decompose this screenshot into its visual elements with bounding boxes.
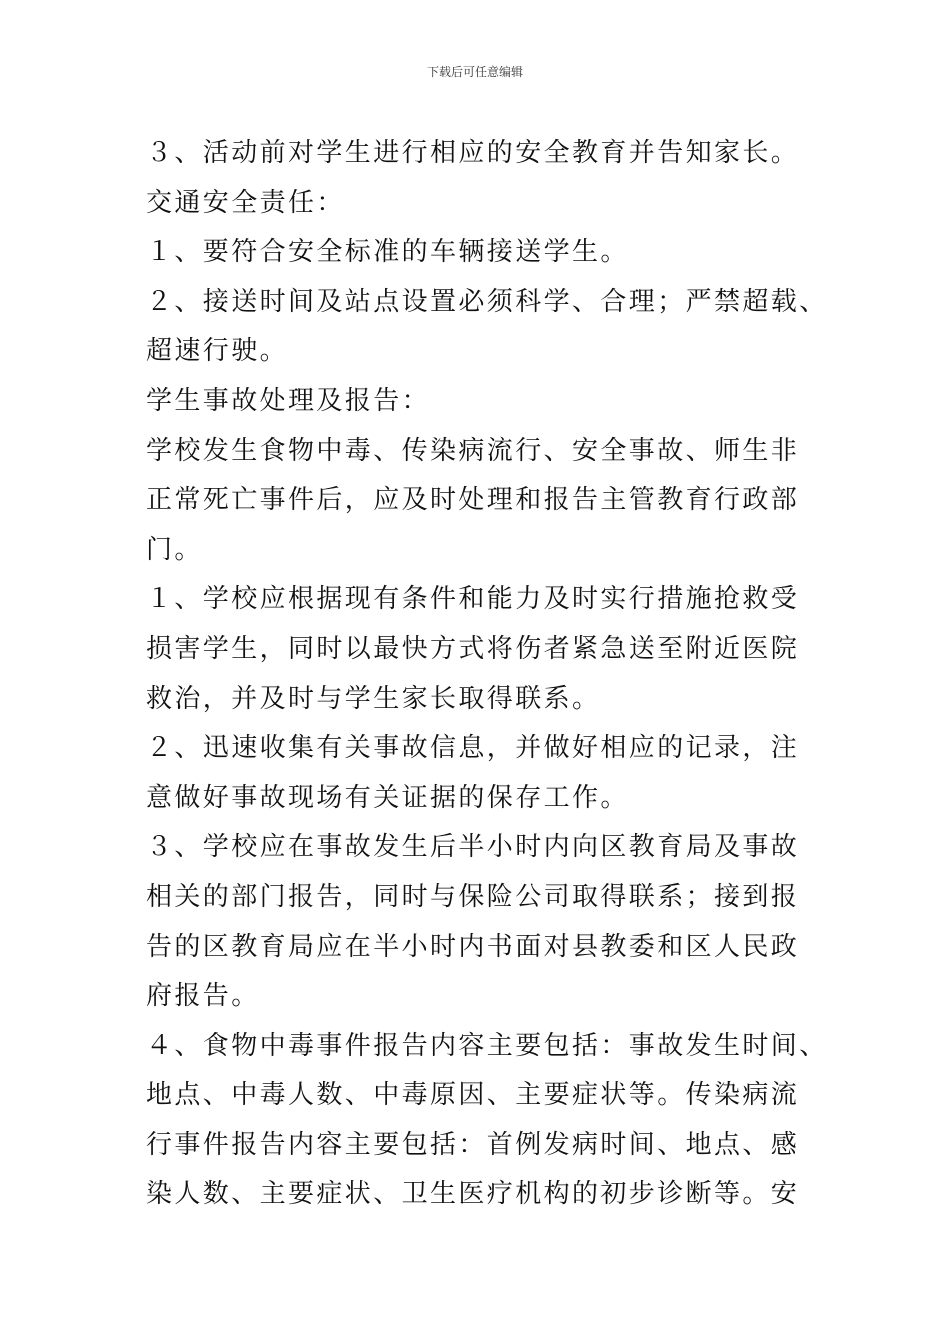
text-line: 意做好事故现场有关证据的保存工作。 (146, 782, 629, 813)
text-line: ４、食物中毒事件报告内容主要包括：事故发生时间、 (146, 1030, 828, 1061)
text-line: ３、活动前对学生进行相应的安全教育并告知家长。 (146, 138, 800, 168)
text-line: 相关的部门报告，同时与保险公司取得联系；接到报 (146, 881, 800, 912)
text-line: ３、学校应在事故发生后半小时内向区教育局及事故 (146, 832, 800, 863)
text-line: 学生事故处理及报告： (146, 385, 431, 416)
text-line: 正常死亡事件后，应及时处理和报告主管教育行政部 (146, 485, 800, 516)
text-line: 染人数、主要症状、卫生医疗机构的初步诊断等。安 (146, 1179, 800, 1210)
text-line: ２、接送时间及站点设置必须科学、合理；严禁超载、 (146, 286, 828, 317)
text-line: 超速行驶。 (146, 336, 289, 367)
text-line: ２、迅速收集有关事故信息，并做好相应的记录，注 (146, 733, 800, 764)
text-line: 救治，并及时与学生家长取得联系。 (146, 683, 601, 714)
document-body (146, 129, 836, 1220)
text-line: 学校发生食物中毒、传染病流行、安全事故、师生非 (146, 435, 800, 466)
text-line: １、要符合安全标准的车辆接送学生。 (146, 237, 629, 268)
text-line: １、学校应根据现有条件和能力及时实行措施抢救受 (146, 584, 800, 615)
text-line: 地点、中毒人数、中毒原因、主要症状等。传染病流 (146, 1080, 800, 1111)
page-header-note: 下载后可任意编辑 (426, 65, 523, 79)
text-line: 门。 (146, 534, 203, 565)
text-line: 告的区教育局应在半小时内书面对县教委和区人民政 (146, 931, 800, 962)
text-line: 行事件报告内容主要包括：首例发病时间、地点、感 (146, 1129, 800, 1160)
text-line: 府报告。 (146, 981, 260, 1012)
text-line: 交通安全责任： (146, 187, 345, 218)
text-line: 损害学生，同时以最快方式将伤者紧急送至附近医院 (146, 633, 800, 664)
